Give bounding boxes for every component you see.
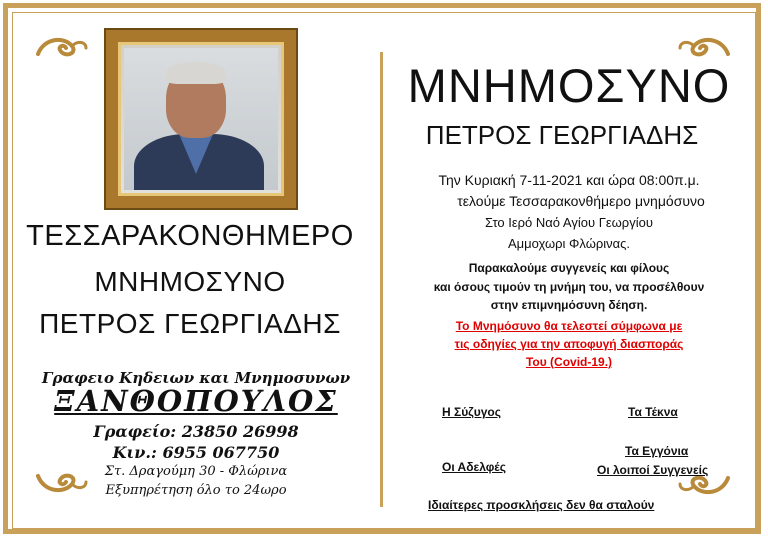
left-name: ΠΕΤΡΟΣ ΓΕΩΡΓΙΑΔΗΣ (39, 308, 341, 339)
office-address: Στ. Δραγούμη 30 - Φλώρινα (104, 464, 288, 479)
mobile-phone: Κιν.: 6955 067750 (112, 443, 280, 462)
portrait-photo (124, 48, 278, 190)
corner-ornament-icon (676, 34, 732, 60)
church-location: Αμμοχωρι Φλώρινας. (507, 236, 631, 251)
signature-grandchildren: Τα Εγγόνια (625, 444, 689, 458)
left-subheading: ΜΝΗΜΟΣΥΝΟ (94, 266, 286, 297)
funeral-office-label: Γραφειο Κηδειων και Μνημοσυνων (41, 369, 351, 387)
right-name: ΠΕΤΡΟΣ ΓΕΩΡΓΙΑΔΗΣ (425, 120, 699, 150)
covid-notice-3: Του (Covid-19.) (525, 355, 613, 369)
right-heading: ΜΝΗΜΟΣΥΝΟ (407, 59, 731, 112)
portrait-frame (106, 30, 296, 208)
signature-relatives: Οι λοιποί Συγγενείς (597, 463, 709, 477)
covid-notice-2: τις οδηγίες για την αποφυγή διασποράς (454, 337, 684, 351)
invitation-line-2: και όσους τιμούν τη μνήμη του, να προσέλθουν (433, 280, 705, 294)
corner-ornament-icon (34, 34, 90, 60)
office-phone: Γραφείο: 23850 26998 (93, 422, 299, 441)
ceremony-date: Την Κυριακή 7-11-2021 και ώρα 08:00π.μ. (438, 172, 700, 188)
signature-children: Τα Τέκνα (628, 405, 678, 419)
signature-siblings: Οι Αδελφές (442, 460, 506, 474)
church-name: Στο Ιερό Ναό Αγίου Γεωργίου (485, 215, 653, 230)
footer-note: Ιδιαίτερες προσκλήσεις δεν θα σταλούν (428, 498, 655, 512)
signature-spouse: Η Σύζυγος (442, 405, 501, 419)
covid-notice-1: Το Μνημόσυνο θα τελεστεί σύμφωνα με (455, 319, 683, 333)
invitation-line-3: στην επιμνημόσυνη δέηση. (490, 298, 648, 312)
service-hours: Εξυπηρέτηση όλο το 24ωρο (105, 483, 287, 498)
ceremony-type: τελούμε Τεσσαρακονθήμερο μνημόσυνο (457, 193, 705, 209)
invitation-line-1: Παρακαλούμε συγγενείς και φίλους (468, 261, 670, 275)
funeral-office-name: ΞΑΝΘΟΠΟΥΛΟΣ (54, 384, 338, 418)
left-heading: ΤΕΣΣΑΡΑΚΟΝΘΗΜΕΡΟ (26, 220, 354, 252)
